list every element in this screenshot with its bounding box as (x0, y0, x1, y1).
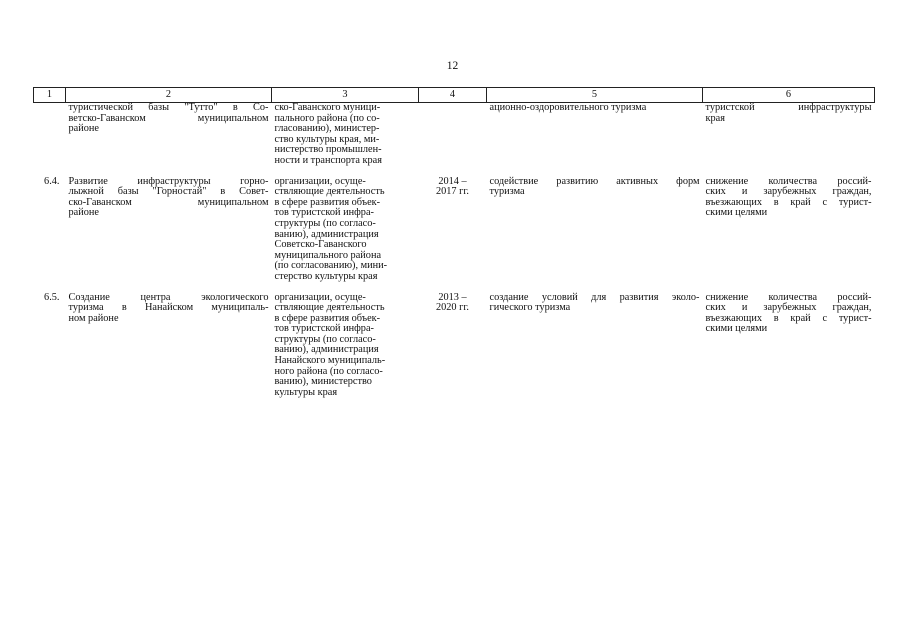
executors-line: гласованию), министер- (274, 123, 380, 135)
column-header-4: 4 (419, 88, 487, 103)
executors-line: тов туристской инфра- (274, 207, 374, 219)
executors-line: ско-Гаванского муници- (274, 102, 381, 113)
executors-line: ности и транспорта края (274, 154, 382, 166)
activity-cell (66, 167, 272, 283)
activity-line: районе (68, 207, 99, 219)
executors-line: Советско-Гаванского (274, 239, 367, 251)
result-line: въезжающих в край с турист- (705, 196, 872, 208)
result-line: скими целями (705, 207, 768, 219)
executors-line: Нанайского муниципаль- (274, 355, 386, 367)
executors-line: организации, осуще- (274, 291, 366, 303)
result-line: края (705, 112, 725, 124)
table-row (34, 283, 875, 399)
result-cell (703, 103, 875, 167)
executors-line: пального района (по со- (274, 112, 380, 124)
executors-line: тов туристской инфра- (274, 323, 374, 335)
column-header-2: 2 (66, 88, 272, 103)
activity-line: Развитие инфраструктуры горно- (68, 175, 269, 187)
column-number-row (34, 88, 875, 103)
executors-line: нистерство промышлен- (274, 144, 382, 156)
period-line: 2014 – (438, 175, 467, 187)
goal-line: создание условий для развития эколо- (489, 291, 700, 303)
result-line: ских и зарубежных граждан, (705, 302, 872, 314)
activity-line: туристической базы "Тутто" в Со- (68, 102, 269, 113)
table-body (34, 103, 875, 399)
executors-line: структуры (по согласо- (274, 217, 376, 229)
period-line: 2013 – (438, 291, 467, 303)
activity-cell (66, 283, 272, 399)
table-row (34, 103, 875, 167)
executors-line: муниципального района (274, 249, 382, 261)
result-line: туристской инфраструктуры (705, 102, 872, 113)
executors-line: в сфере развития объек- (274, 196, 381, 208)
column-header-6: 6 (703, 88, 875, 103)
page-number: 12 (446, 60, 459, 72)
goal-line: гического туризма (489, 302, 571, 314)
period-cell (419, 167, 487, 283)
goal-cell (487, 103, 703, 167)
activity-line: ско-Гаванском муниципальном (68, 196, 269, 208)
goal-cell (487, 167, 703, 283)
period-line: 2017 гг. (435, 186, 470, 198)
row-number-cell: 6.4. (44, 175, 60, 187)
executors-line: ванию), администрация (274, 228, 379, 240)
executors-line: организации, осуще- (274, 175, 366, 187)
row-number-cell (34, 103, 66, 167)
result-line: скими целями (705, 323, 768, 335)
executors-cell (272, 283, 419, 399)
goal-cell (487, 283, 703, 399)
measures-table (33, 87, 875, 398)
executors-line: ванию), администрация (274, 344, 379, 356)
period-line: 2020 гг. (435, 302, 470, 314)
activity-line: ветско-Гаванском муниципальном (68, 112, 269, 124)
executors-line: ствляющие деятельность (274, 186, 385, 198)
result-line: ских и зарубежных граждан, (705, 186, 872, 198)
activity-line: лыжной базы "Горностай" в Совет- (68, 186, 269, 198)
activity-line: туризма в Нанайском муниципаль- (68, 302, 269, 314)
result-cell (703, 283, 875, 399)
activity-cell (66, 103, 272, 167)
executors-line: ванию), министерство (274, 376, 372, 388)
executors-line: ного района (по согласо- (274, 365, 383, 377)
executors-line: (по согласованию), мини- (274, 260, 388, 272)
goal-line: ационно-оздоровительного туризма (489, 102, 647, 113)
result-line: въезжающих в край с турист- (705, 312, 872, 324)
column-header-3: 3 (272, 88, 419, 103)
activity-line: районе (68, 123, 99, 135)
row-number-cell: 6.5. (44, 291, 60, 303)
result-line: снижение количества россий- (705, 175, 872, 187)
column-header-1: 1 (34, 88, 66, 103)
activity-line: ном районе (68, 312, 119, 324)
table-header (34, 88, 875, 103)
column-header-5: 5 (487, 88, 703, 103)
result-cell (703, 167, 875, 283)
executors-line: ство культуры края, ми- (274, 133, 380, 145)
executors-cell (272, 167, 419, 283)
executors-line: стерство культуры края (274, 270, 378, 282)
period-cell (419, 103, 487, 167)
executors-line: культуры края (274, 386, 338, 398)
executors-cell (272, 103, 419, 167)
table-row (34, 167, 875, 283)
result-line: снижение количества россий- (705, 291, 872, 303)
executors-line: структуры (по согласо- (274, 333, 376, 345)
activity-line: Создание центра экологического (68, 291, 269, 303)
period-cell (419, 283, 487, 399)
executors-line: в сфере развития объек- (274, 312, 381, 324)
goal-line: содействие развитию активных форм (489, 175, 700, 187)
goal-line: туризма (489, 186, 525, 198)
executors-line: ствляющие деятельность (274, 302, 385, 314)
